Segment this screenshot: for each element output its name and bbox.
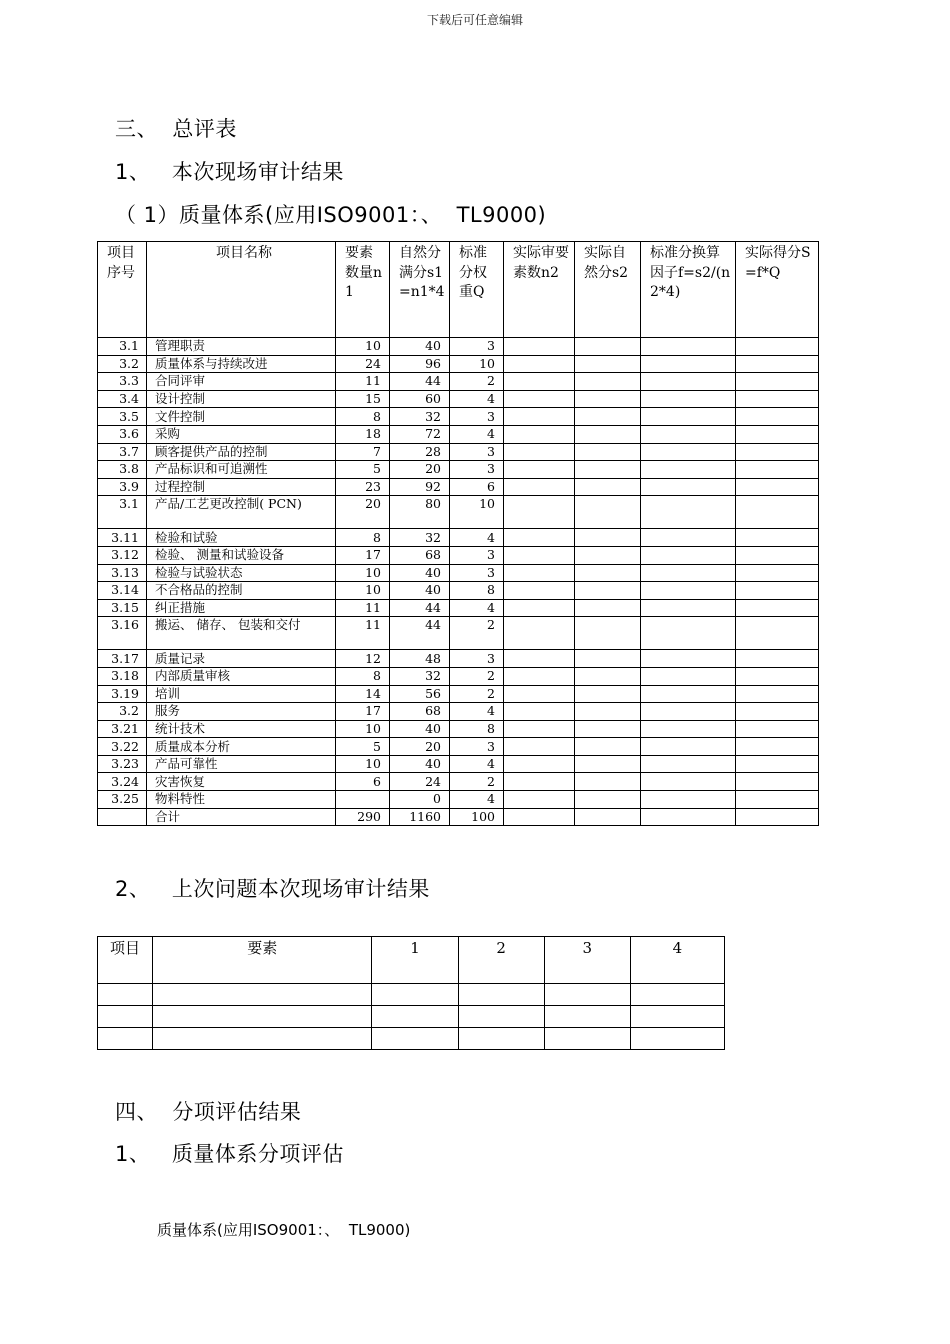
weight-cell: 2 <box>450 685 504 703</box>
actual-score-cell <box>575 443 641 461</box>
actual-score-cell <box>575 478 641 496</box>
item-code-cell: 3.7 <box>98 443 147 461</box>
item-name-cell: 灾害恢复 <box>147 773 336 791</box>
weight-cell: 2 <box>450 667 504 685</box>
actual-elements-cell <box>504 461 575 479</box>
item-code-cell: 3.19 <box>98 685 147 703</box>
item-code-cell: 3.18 <box>98 667 147 685</box>
final-score-cell <box>736 650 819 668</box>
col-header-score: 实际得分S=f*Q <box>736 242 819 338</box>
conversion-factor-cell <box>641 390 736 408</box>
weight-cell: 3 <box>450 738 504 756</box>
weight-cell: 8 <box>450 720 504 738</box>
element-count-cell: 24 <box>336 355 390 373</box>
full-score-cell: 48 <box>390 650 450 668</box>
full-score-cell: 24 <box>390 773 450 791</box>
col-header-2: 2 <box>458 937 544 984</box>
full-score-cell: 40 <box>390 720 450 738</box>
previous-issues-table <box>97 936 725 1050</box>
item-name-cell: 服务 <box>147 703 336 721</box>
item-code-cell: 3.12 <box>98 546 147 564</box>
full-score-cell: 68 <box>390 546 450 564</box>
item-name-cell: 产品标识和可追溯性 <box>147 461 336 479</box>
final-score-cell <box>736 773 819 791</box>
actual-score-cell <box>575 773 641 791</box>
previous-issues-header <box>98 937 725 984</box>
actual-elements-cell <box>504 355 575 373</box>
table-row <box>98 390 819 408</box>
conversion-factor-cell <box>641 667 736 685</box>
conversion-factor-cell <box>641 546 736 564</box>
item-code-cell: 3.17 <box>98 650 147 668</box>
actual-score-cell <box>575 667 641 685</box>
item-name-cell: 质量体系与持续改进 <box>147 355 336 373</box>
final-score-cell <box>736 720 819 738</box>
weight-cell: 3 <box>450 564 504 582</box>
weight-cell: 4 <box>450 599 504 617</box>
element-count-cell: 20 <box>336 496 390 529</box>
full-score-cell: 32 <box>390 529 450 547</box>
weight-cell: 8 <box>450 582 504 600</box>
actual-score-cell <box>575 738 641 756</box>
item-name-cell: 过程控制 <box>147 478 336 496</box>
table-row <box>98 1028 725 1050</box>
table-row <box>98 355 819 373</box>
col-header-n2: 实际审要素数n2 <box>504 242 575 338</box>
final-score-cell <box>736 667 819 685</box>
actual-elements-cell <box>504 650 575 668</box>
actual-score-cell <box>575 461 641 479</box>
actual-elements-cell <box>504 496 575 529</box>
item-code-cell: 3.3 <box>98 373 147 391</box>
element-count-cell: 10 <box>336 338 390 356</box>
weight-cell: 3 <box>450 546 504 564</box>
conversion-factor-cell <box>641 720 736 738</box>
final-score-cell <box>736 408 819 426</box>
col-header-s2: 实际自然分s2 <box>575 242 641 338</box>
actual-score-cell <box>575 390 641 408</box>
full-score-cell: 44 <box>390 373 450 391</box>
table-row <box>98 546 819 564</box>
item-code-cell: 3.11 <box>98 529 147 547</box>
conversion-factor-cell <box>641 425 736 443</box>
conversion-factor-cell <box>641 791 736 809</box>
actual-score-cell <box>575 720 641 738</box>
final-score-cell <box>736 355 819 373</box>
actual-elements-cell <box>504 703 575 721</box>
final-score-cell <box>736 582 819 600</box>
weight-cell: 4 <box>450 755 504 773</box>
full-score-cell: 40 <box>390 755 450 773</box>
actual-elements-cell <box>504 617 575 650</box>
conversion-factor-cell <box>641 685 736 703</box>
item-name-cell: 培训 <box>147 685 336 703</box>
table-row <box>98 755 819 773</box>
actual-score-cell <box>575 425 641 443</box>
conversion-factor-cell <box>641 773 736 791</box>
summary-table-header <box>98 242 819 338</box>
conversion-factor-cell <box>641 373 736 391</box>
item-name-cell: 质量记录 <box>147 650 336 668</box>
element-count-cell: 17 <box>336 546 390 564</box>
item-name-cell: 检验、 测量和试验设备 <box>147 546 336 564</box>
final-score-cell <box>736 738 819 756</box>
final-score-cell <box>736 617 819 650</box>
full-score-cell: 60 <box>390 390 450 408</box>
subheading-quality-system-evaluation: 1、 质量体系分项评估 <box>115 1142 344 1166</box>
table-row <box>98 425 819 443</box>
final-score-cell <box>736 685 819 703</box>
actual-elements-cell <box>504 338 575 356</box>
table-row <box>98 667 819 685</box>
full-score-cell: 40 <box>390 338 450 356</box>
item-name-cell: 内部质量审核 <box>147 667 336 685</box>
item-name-cell: 产品/工艺更改控制( PCN) <box>147 496 336 529</box>
weight-cell: 3 <box>450 443 504 461</box>
element-count-cell: 11 <box>336 373 390 391</box>
table-row <box>98 529 819 547</box>
item-name-cell: 采购 <box>147 425 336 443</box>
item-name-cell: 合同评审 <box>147 373 336 391</box>
table-row <box>98 443 819 461</box>
conversion-factor-cell <box>641 703 736 721</box>
item-code-cell: 3.21 <box>98 720 147 738</box>
actual-elements-cell <box>504 667 575 685</box>
actual-elements-cell <box>504 564 575 582</box>
element-count-cell: 14 <box>336 685 390 703</box>
actual-elements-cell <box>504 791 575 809</box>
col-header-item-no: 项目序号 <box>98 242 147 338</box>
weight-cell: 10 <box>450 496 504 529</box>
actual-elements-cell <box>504 685 575 703</box>
final-score-cell <box>736 478 819 496</box>
final-score-cell <box>736 496 819 529</box>
actual-elements-cell <box>504 478 575 496</box>
item-name-cell: 管理职责 <box>147 338 336 356</box>
table-row <box>98 408 819 426</box>
table-row <box>98 617 819 650</box>
conversion-factor-cell <box>641 355 736 373</box>
full-score-cell: 44 <box>390 617 450 650</box>
item-code-cell: 3.1 <box>98 338 147 356</box>
conversion-factor-cell <box>641 738 736 756</box>
subheading-previous-issues: 2、 上次问题本次现场审计结果 <box>115 877 430 901</box>
full-score-cell: 96 <box>390 355 450 373</box>
weight-cell: 6 <box>450 478 504 496</box>
element-count-cell: 11 <box>336 617 390 650</box>
conversion-factor-cell <box>641 408 736 426</box>
full-score-cell: 40 <box>390 564 450 582</box>
item-name-cell: 纠正措施 <box>147 599 336 617</box>
table-caption: 质量体系(应用ISO9001：、 TL9000) <box>157 1221 411 1239</box>
item-name-cell: 检验与试验状态 <box>147 564 336 582</box>
item-name-cell: 统计技术 <box>147 720 336 738</box>
item-code-cell: 3.22 <box>98 738 147 756</box>
element-count-cell: 15 <box>336 390 390 408</box>
actual-elements-cell <box>504 755 575 773</box>
weight-cell: 2 <box>450 773 504 791</box>
item-code-cell <box>98 808 147 826</box>
actual-score-cell <box>575 650 641 668</box>
conversion-factor-cell <box>641 461 736 479</box>
weight-cell: 2 <box>450 373 504 391</box>
actual-score-cell <box>575 338 641 356</box>
final-score-cell <box>736 338 819 356</box>
conversion-factor-cell <box>641 582 736 600</box>
element-count-cell: 8 <box>336 408 390 426</box>
item-code-cell: 3.5 <box>98 408 147 426</box>
final-score-cell <box>736 529 819 547</box>
weight-cell: 4 <box>450 529 504 547</box>
full-score-cell: 80 <box>390 496 450 529</box>
element-count-cell: 18 <box>336 425 390 443</box>
actual-elements-cell <box>504 408 575 426</box>
table-row <box>98 685 819 703</box>
final-score-cell <box>736 443 819 461</box>
table-row <box>98 738 819 756</box>
col-header-1: 1 <box>372 937 458 984</box>
conversion-factor-cell <box>641 338 736 356</box>
actual-elements-cell <box>504 546 575 564</box>
actual-elements-cell <box>504 582 575 600</box>
weight-cell: 4 <box>450 703 504 721</box>
item-code-cell: 3.2 <box>98 703 147 721</box>
element-count-cell: 23 <box>336 478 390 496</box>
item-code-cell: 3.14 <box>98 582 147 600</box>
item-name-cell: 合计 <box>147 808 336 826</box>
table-row <box>98 373 819 391</box>
final-score-cell <box>736 703 819 721</box>
conversion-factor-cell <box>641 443 736 461</box>
weight-cell: 100 <box>450 808 504 826</box>
item-name-cell: 质量成本分析 <box>147 738 336 756</box>
element-count-cell: 7 <box>336 443 390 461</box>
item-name-cell: 产品可靠性 <box>147 755 336 773</box>
table-row <box>98 461 819 479</box>
final-score-cell <box>736 461 819 479</box>
actual-score-cell <box>575 582 641 600</box>
element-count-cell <box>336 791 390 809</box>
full-score-cell: 56 <box>390 685 450 703</box>
item-name-cell: 检验和试验 <box>147 529 336 547</box>
col-header-q: 标准分权重Q <box>450 242 504 338</box>
actual-elements-cell <box>504 373 575 391</box>
table-row <box>98 478 819 496</box>
col-header-3: 3 <box>544 937 630 984</box>
actual-score-cell <box>575 703 641 721</box>
actual-score-cell <box>575 617 641 650</box>
actual-score-cell <box>575 564 641 582</box>
final-score-cell <box>736 390 819 408</box>
table-row <box>98 650 819 668</box>
full-score-cell: 68 <box>390 703 450 721</box>
actual-score-cell <box>575 808 641 826</box>
table-row <box>98 791 819 809</box>
col-header-n1: 要素数量n1 <box>336 242 390 338</box>
actual-score-cell <box>575 791 641 809</box>
weight-cell: 10 <box>450 355 504 373</box>
item-code-cell: 3.2 <box>98 355 147 373</box>
element-count-cell: 11 <box>336 599 390 617</box>
element-count-cell: 10 <box>336 582 390 600</box>
full-score-cell: 40 <box>390 582 450 600</box>
full-score-cell: 72 <box>390 425 450 443</box>
conversion-factor-cell <box>641 650 736 668</box>
full-score-cell: 28 <box>390 443 450 461</box>
actual-score-cell <box>575 755 641 773</box>
actual-score-cell <box>575 408 641 426</box>
table-row <box>98 338 819 356</box>
full-score-cell: 0 <box>390 791 450 809</box>
element-count-cell: 5 <box>336 738 390 756</box>
actual-elements-cell <box>504 390 575 408</box>
item-code-cell: 3.25 <box>98 791 147 809</box>
final-score-cell <box>736 808 819 826</box>
full-score-cell: 44 <box>390 599 450 617</box>
conversion-factor-cell <box>641 599 736 617</box>
item-code-cell: 3.16 <box>98 617 147 650</box>
col-header-element: 要素 <box>153 937 372 984</box>
item-name-cell: 不合格品的控制 <box>147 582 336 600</box>
actual-elements-cell <box>504 808 575 826</box>
item-name-cell: 文件控制 <box>147 408 336 426</box>
actual-elements-cell <box>504 425 575 443</box>
element-count-cell: 290 <box>336 808 390 826</box>
table-total-row <box>98 808 819 826</box>
col-header-s1: 自然分满分s1=n1*4 <box>390 242 450 338</box>
actual-score-cell <box>575 685 641 703</box>
actual-elements-cell <box>504 720 575 738</box>
table-row <box>98 984 725 1006</box>
conversion-factor-cell <box>641 496 736 529</box>
table-row <box>98 599 819 617</box>
final-score-cell <box>736 599 819 617</box>
element-count-cell: 8 <box>336 529 390 547</box>
section-heading-summary: 三、 总评表 <box>115 117 237 141</box>
item-code-cell: 3.9 <box>98 478 147 496</box>
actual-score-cell <box>575 529 641 547</box>
final-score-cell <box>736 755 819 773</box>
final-score-cell <box>736 373 819 391</box>
actual-score-cell <box>575 546 641 564</box>
weight-cell: 4 <box>450 425 504 443</box>
item-code-cell: 3.1 <box>98 496 147 529</box>
actual-elements-cell <box>504 443 575 461</box>
table-row <box>98 496 819 529</box>
col-header-item-name: 项目名称 <box>147 242 336 338</box>
table-row <box>98 720 819 738</box>
item-name-cell: 顾客提供产品的控制 <box>147 443 336 461</box>
full-score-cell: 92 <box>390 478 450 496</box>
weight-cell: 3 <box>450 338 504 356</box>
col-header-f: 标准分换算因子f=s2/(n2*4) <box>641 242 736 338</box>
item-name-cell: 搬运、 储存、 包装和交付 <box>147 617 336 650</box>
element-count-cell: 10 <box>336 564 390 582</box>
conversion-factor-cell <box>641 529 736 547</box>
final-score-cell <box>736 791 819 809</box>
section-heading-item-evaluation: 四、 分项评估结果 <box>115 1100 302 1124</box>
table-row <box>98 564 819 582</box>
table-row <box>98 773 819 791</box>
conversion-factor-cell <box>641 478 736 496</box>
element-count-cell: 6 <box>336 773 390 791</box>
item-code-cell: 3.4 <box>98 390 147 408</box>
full-score-cell: 32 <box>390 667 450 685</box>
weight-cell: 4 <box>450 390 504 408</box>
element-count-cell: 10 <box>336 720 390 738</box>
conversion-factor-cell <box>641 617 736 650</box>
actual-score-cell <box>575 373 641 391</box>
full-score-cell: 20 <box>390 461 450 479</box>
header-note: 下载后可任意编辑 <box>426 13 523 27</box>
weight-cell: 4 <box>450 791 504 809</box>
weight-cell: 2 <box>450 617 504 650</box>
table-row <box>98 1006 725 1028</box>
col-header-item: 项目 <box>98 937 153 984</box>
element-count-cell: 5 <box>336 461 390 479</box>
final-score-cell <box>736 564 819 582</box>
item-code-cell: 3.24 <box>98 773 147 791</box>
actual-elements-cell <box>504 599 575 617</box>
weight-cell: 3 <box>450 461 504 479</box>
element-count-cell: 12 <box>336 650 390 668</box>
actual-score-cell <box>575 355 641 373</box>
actual-score-cell <box>575 599 641 617</box>
subheading-quality-system: （ 1）质量体系(应用ISO9001：、 TL9000) <box>115 203 547 227</box>
item-code-cell: 3.23 <box>98 755 147 773</box>
conversion-factor-cell <box>641 808 736 826</box>
conversion-factor-cell <box>641 564 736 582</box>
table-row <box>98 582 819 600</box>
conversion-factor-cell <box>641 755 736 773</box>
full-score-cell: 1160 <box>390 808 450 826</box>
actual-score-cell <box>575 496 641 529</box>
item-name-cell: 设计控制 <box>147 390 336 408</box>
element-count-cell: 10 <box>336 755 390 773</box>
actual-elements-cell <box>504 529 575 547</box>
element-count-cell: 17 <box>336 703 390 721</box>
full-score-cell: 20 <box>390 738 450 756</box>
item-code-cell: 3.15 <box>98 599 147 617</box>
actual-elements-cell <box>504 773 575 791</box>
element-count-cell: 8 <box>336 667 390 685</box>
item-code-cell: 3.8 <box>98 461 147 479</box>
weight-cell: 3 <box>450 650 504 668</box>
item-code-cell: 3.13 <box>98 564 147 582</box>
subheading-audit-result: 1、 本次现场审计结果 <box>115 160 344 184</box>
table-row <box>98 703 819 721</box>
final-score-cell <box>736 425 819 443</box>
full-score-cell: 32 <box>390 408 450 426</box>
actual-elements-cell <box>504 738 575 756</box>
summary-table <box>97 241 819 826</box>
col-header-4: 4 <box>630 937 724 984</box>
weight-cell: 3 <box>450 408 504 426</box>
final-score-cell <box>736 546 819 564</box>
item-name-cell: 物料特性 <box>147 791 336 809</box>
item-code-cell: 3.6 <box>98 425 147 443</box>
